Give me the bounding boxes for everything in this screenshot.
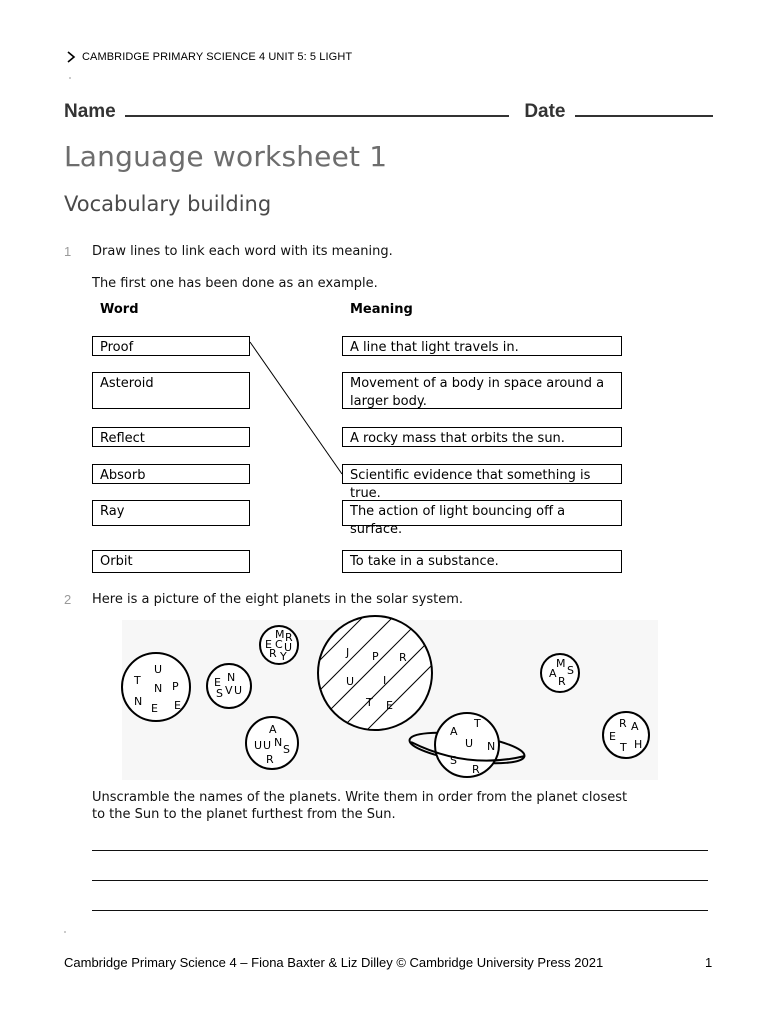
- planet-letter: N: [154, 682, 163, 695]
- planet-letter: A: [450, 725, 458, 738]
- question-number: 2: [64, 592, 72, 607]
- planet-letter: S: [283, 743, 290, 756]
- planet-neptune-scrambled: [122, 653, 190, 721]
- word-box[interactable]: Orbit: [92, 550, 250, 573]
- planet-letter: U: [284, 641, 293, 654]
- planet-letter: S: [567, 664, 574, 677]
- decorative-dot: [64, 931, 66, 933]
- planet-letter: S: [450, 754, 457, 767]
- planet-venus-scrambled: [207, 664, 251, 708]
- meaning-column-header: Meaning: [350, 302, 413, 317]
- planet-letter: P: [172, 680, 179, 693]
- q2-instruction-line-2: to the Sun to the planet furthest from the Sun.: [92, 807, 396, 822]
- planet-letter: R: [619, 717, 627, 730]
- meaning-box[interactable]: To take in a substance.: [342, 550, 622, 573]
- planet-letter: E: [386, 699, 393, 712]
- planet-letter: T: [134, 674, 141, 687]
- planet-letter: E: [265, 638, 272, 651]
- q1-instruction: Draw lines to link each word with its meaning.: [92, 244, 393, 259]
- word-box[interactable]: Asteroid: [92, 372, 250, 409]
- planet-letter: A: [269, 723, 277, 736]
- planet-letter: J: [346, 646, 350, 659]
- breadcrumb: CAMBRIDGE PRIMARY SCIENCE 4 UNIT 5: 5 LIGHT: [82, 51, 353, 63]
- planet-letter: U: [346, 675, 355, 688]
- word-column-header: Word: [100, 302, 139, 317]
- planet-letter: N: [134, 695, 143, 708]
- planet-letter: E: [151, 702, 158, 715]
- planet-letter: C: [275, 638, 283, 651]
- planet-letter: N: [227, 671, 236, 684]
- planet-letter: T: [366, 696, 373, 709]
- planet-saturn-scrambled: [408, 713, 526, 777]
- word-box[interactable]: Ray: [92, 500, 250, 526]
- planet-mars-scrambled: [541, 654, 579, 692]
- planet-mercury-scrambled: [260, 626, 298, 664]
- answer-line[interactable]: [92, 880, 708, 881]
- planet-letter: I: [383, 674, 387, 687]
- planet-letter: V: [225, 684, 233, 697]
- planet-letter: R: [269, 647, 277, 660]
- planet-letter: R: [558, 675, 566, 688]
- planet-letter: T: [474, 717, 481, 730]
- answer-line[interactable]: [92, 910, 708, 911]
- page-number: 1: [705, 955, 713, 970]
- q1-example-note: The first one has been done as an example.: [92, 276, 378, 291]
- planet-letter: M: [556, 657, 566, 670]
- planet-letter: U: [263, 739, 272, 752]
- planet-letter: E: [609, 730, 616, 743]
- planet-letter: P: [372, 650, 379, 663]
- planet-letter: M: [275, 628, 285, 641]
- meaning-box[interactable]: The action of light bouncing off a surface.: [342, 500, 622, 526]
- planet-letter: E: [214, 676, 221, 689]
- footer-credit: Cambridge Primary Science 4 – Fiona Baxter & Liz Dilley © Cambridge University Press 2021: [64, 955, 604, 970]
- planet-letter: R: [285, 631, 293, 644]
- name-label: Name: [64, 101, 116, 122]
- answer-line[interactable]: [92, 850, 708, 851]
- planet-letter: N: [487, 740, 496, 753]
- page-title: Language worksheet 1: [64, 140, 388, 173]
- word-box[interactable]: Absorb: [92, 464, 250, 484]
- planet-letter: R: [472, 763, 480, 776]
- planet-letter: U: [154, 663, 163, 676]
- planet-letter: S: [216, 687, 223, 700]
- planet-letter: A: [549, 667, 557, 680]
- planet-letter: H: [634, 738, 643, 751]
- planet-earth-scrambled: [603, 712, 649, 758]
- planet-letter: U: [234, 684, 243, 697]
- planet-letter: U: [254, 739, 263, 752]
- planet-letter: T: [620, 741, 627, 754]
- word-box[interactable]: Proof: [92, 336, 250, 356]
- meaning-box[interactable]: A rocky mass that orbits the sun.: [342, 427, 622, 447]
- section-subtitle: Vocabulary building: [64, 192, 272, 216]
- word-box[interactable]: Reflect: [92, 427, 250, 447]
- q2-instruction-line-1: Unscramble the names of the planets. Write them in order from the planet closest: [92, 790, 628, 805]
- date-label: Date: [524, 101, 566, 122]
- planet-letter: N: [274, 736, 283, 749]
- planet-letter: E: [174, 699, 181, 712]
- meaning-box[interactable]: Scientific evidence that something is true.: [342, 464, 622, 484]
- question-number: 1: [64, 244, 72, 259]
- q2-intro: Here is a picture of the eight planets in the solar system.: [92, 592, 464, 607]
- planet-letter: R: [399, 651, 407, 664]
- planet-jupiter-scrambled: [300, 610, 440, 740]
- planet-letter: Y: [280, 650, 287, 663]
- meaning-box[interactable]: A line that light travels in.: [342, 336, 622, 356]
- planet-uranus-scrambled: [246, 717, 298, 769]
- planet-letter: U: [465, 737, 474, 750]
- planet-letter: A: [631, 720, 639, 733]
- planet-letter: R: [266, 753, 274, 766]
- meaning-box[interactable]: Movement of a body in space around a larger body.: [342, 372, 622, 409]
